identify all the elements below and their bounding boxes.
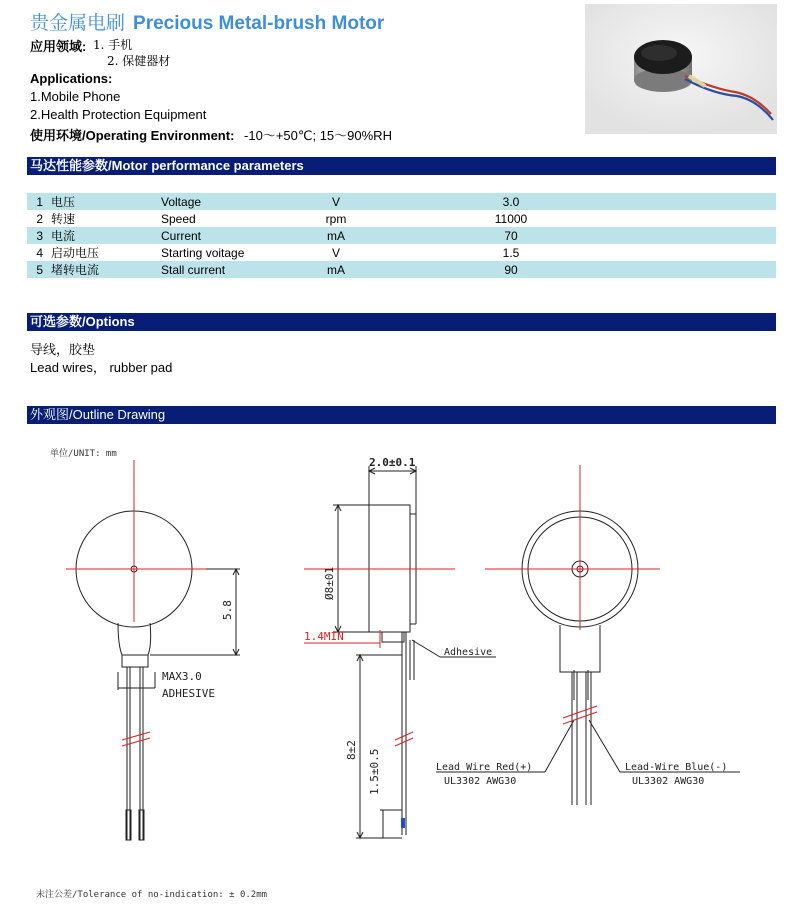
application-field-item-2: 2. 保健器材 — [107, 54, 171, 68]
product-photo — [585, 4, 777, 134]
page-title — [30, 8, 384, 35]
param-value: 11000 — [376, 210, 646, 227]
application-field-item-1: 1. 手机 — [93, 38, 133, 52]
table-row — [27, 244, 776, 261]
param-en: Voltage — [161, 193, 296, 210]
dim-thickness: 2.0±0.1 — [369, 456, 416, 469]
param-en: Speed — [161, 210, 296, 227]
title-cn: 贵金属电刷 — [30, 13, 126, 34]
section-performance-header: 马达性能参数/Motor performance parameters — [27, 157, 776, 175]
table-row — [27, 261, 776, 278]
param-no: 1 — [27, 193, 51, 210]
outline-drawing — [0, 425, 804, 921]
tolerance-note: 未注公差/Tolerance of no-indication: ± 0.2mm — [36, 890, 268, 900]
param-unit: mA — [296, 261, 376, 278]
param-unit: V — [296, 244, 376, 261]
param-en: Stall current — [161, 261, 296, 278]
param-cn: 电流 — [51, 227, 161, 244]
param-unit: mA — [296, 227, 376, 244]
param-value: 70 — [376, 227, 646, 244]
param-no: 3 — [27, 227, 51, 244]
applications-heading: Applications: — [30, 71, 113, 86]
param-unit: V — [296, 193, 376, 210]
max-adhesive-label-2: ADHESIVE — [162, 687, 215, 700]
dim-strip-length: 1.5±0.5 — [368, 748, 381, 795]
dim-5-8: 5.8 — [221, 600, 234, 620]
param-value: 90 — [376, 261, 646, 278]
application-field-label: 应用领域: — [30, 39, 87, 54]
environment-label: 使用环境/Operating Environment: — [30, 128, 235, 143]
options-cn: 导线，胶垫 — [30, 342, 96, 357]
blue-wire-label-2: UL3302 AWG30 — [632, 776, 705, 787]
param-value: 3.0 — [376, 193, 646, 210]
motor-photo-image — [585, 4, 777, 134]
max-adhesive-label-1: MAX3.0 — [162, 670, 202, 683]
param-cn: 转速 — [51, 210, 161, 227]
options-en: Lead wires， rubber pad — [30, 360, 173, 375]
applications-item-2: 2.Health Protection Equipment — [30, 107, 207, 122]
dim-diameter: Ø8±01 — [323, 566, 336, 600]
blue-wire-label-1: Lead-Wire Blue(-) — [625, 762, 728, 773]
param-no: 2 — [27, 210, 51, 227]
red-wire-label-1: Lead Wire Red(+) — [436, 762, 533, 773]
unit-note: 单位/UNIT: mm — [50, 449, 117, 459]
param-en: Current — [161, 227, 296, 244]
adhesive-label: Adhesive — [444, 647, 493, 658]
table-row — [27, 193, 776, 210]
param-en: Starting voitage — [161, 244, 296, 261]
table-row — [27, 210, 776, 227]
title-en: Precious Metal-brush Motor — [133, 13, 385, 34]
param-no: 4 — [27, 244, 51, 261]
table-row — [27, 227, 776, 244]
param-no: 5 — [27, 261, 51, 278]
red-wire-label-2: UL3302 AWG30 — [444, 776, 517, 787]
environment-value: -10～+50℃; 15～90%RH — [244, 128, 392, 143]
operating-environment — [30, 125, 392, 144]
param-cn: 启动电压 — [51, 244, 161, 261]
param-unit: rpm — [296, 210, 376, 227]
dim-min-length: 1.4MIN — [304, 630, 344, 643]
parameters-table — [27, 193, 776, 278]
dim-wire-length: 8±2 — [345, 740, 358, 760]
param-cn: 电压 — [51, 193, 161, 210]
param-value: 1.5 — [376, 244, 646, 261]
section-options-header: 可选参数/Options — [27, 313, 776, 331]
param-cn: 堵转电流 — [51, 261, 161, 278]
applications-item-1: 1.Mobile Phone — [30, 89, 121, 104]
section-outline-header: 外观图/Outline Drawing — [27, 406, 776, 424]
